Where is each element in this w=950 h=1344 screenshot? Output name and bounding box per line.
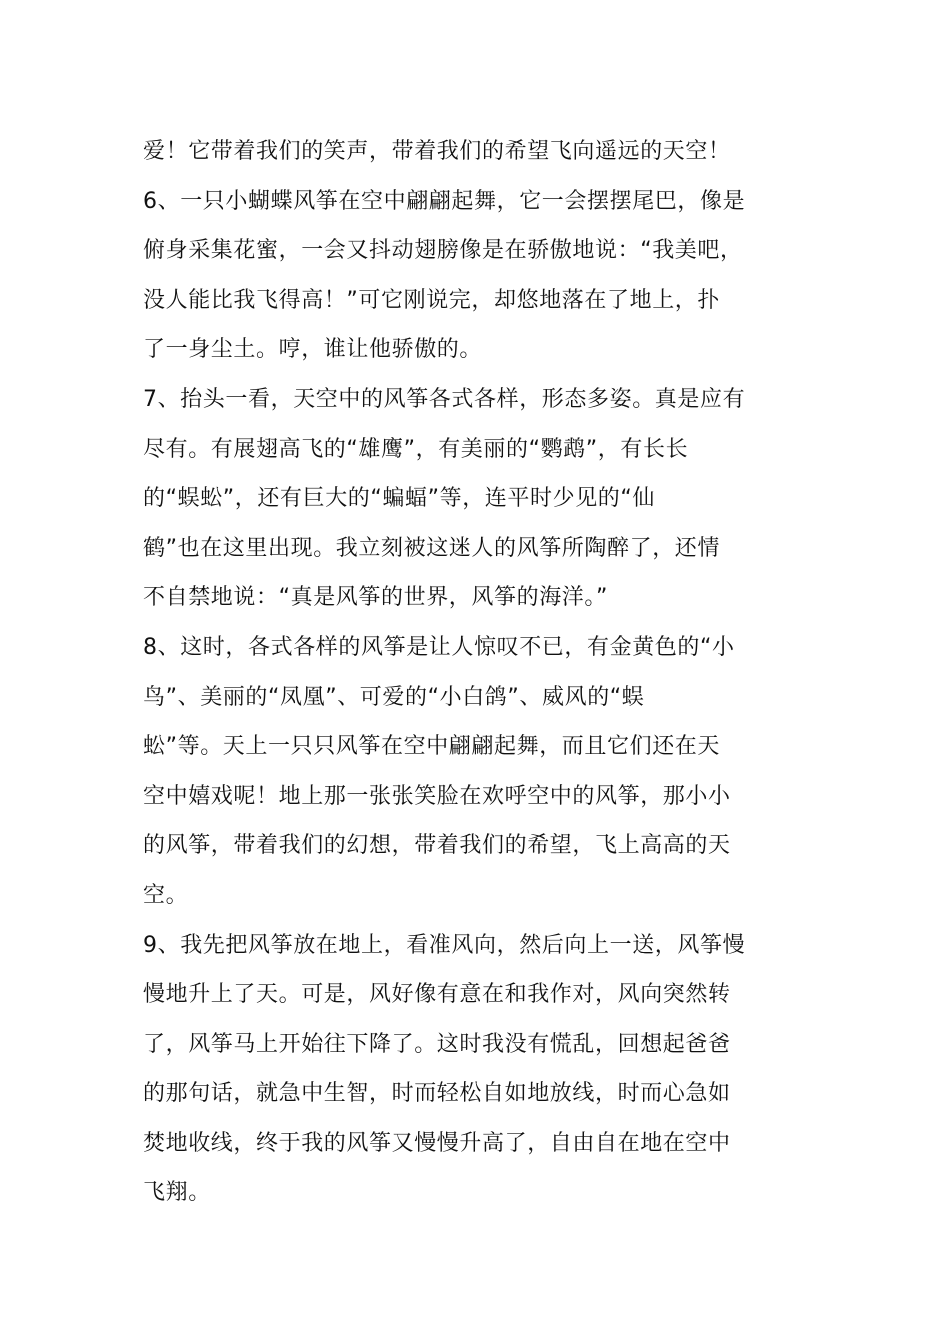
- text-line: 了一身尘土。哼，谁让他骄傲的。: [143, 337, 483, 363]
- text-line: 的那句话，就急中生智，时而轻松自如地放线，时而心急如: [143, 1081, 731, 1107]
- text-line: 慢地升上了天。可是，风好像有意在和我作对，风向突然转: [143, 982, 731, 1008]
- text-line: 7、抬头一看，天空中的风筝各式各样，形态多姿。真是应有: [143, 386, 746, 412]
- text-line: 蚣”等。天上一只只风筝在空中翩翩起舞，而且它们还在天: [143, 734, 720, 760]
- text-line: 没人能比我飞得高！”可它刚说完，却悠地落在了地上，扑: [143, 287, 720, 313]
- text-line: 9、我先把风筝放在地上，看准风向，然后向上一送，风筝慢: [143, 932, 746, 958]
- text-line: 8、这时，各式各样的风筝是让人惊叹不已，有金黄色的“小: [143, 634, 735, 660]
- text-line: 6、一只小蝴蝶风筝在空中翩翩起舞，它一会摆摆尾巴，像是: [143, 188, 746, 214]
- text-line: 空中嬉戏呢！地上那一张张笑脸在欢呼空中的风筝，那小小: [143, 783, 731, 809]
- text-line: 的“蜈蚣”，还有巨大的“蝙蝠”等，连平时少见的“仙: [143, 486, 655, 512]
- text-line: 俯身采集花蜜，一会又抖动翅膀像是在骄傲地说：“我美吧，: [143, 238, 743, 264]
- text-line: 爱！它带着我们的笑声，带着我们的希望飞向遥远的天空！: [143, 139, 731, 164]
- text-line: 的风筝，带着我们的幻想，带着我们的希望，飞上高高的天: [143, 833, 731, 859]
- document-body: [143, 127, 813, 1218]
- text-line: 空。: [143, 882, 189, 908]
- text-line: 鹤”也在这里出现。我立刻被这迷人的风筝所陶醉了，还情: [143, 535, 720, 561]
- text-line: 飞翔。: [143, 1180, 211, 1206]
- text-line: 尽有。有展翅高飞的“雄鹰”，有美丽的“鹦鹉”，有长长: [143, 436, 689, 462]
- text-line: 鸟”、美丽的“凤凰”、可爱的“小白鸽”、威风的“蜈: [143, 684, 645, 710]
- text-line: 不自禁地说：“真是风筝的世界，风筝的海洋。”: [143, 585, 608, 611]
- text-line: 焚地收线，终于我的风筝又慢慢升高了，自由自在地在空中: [143, 1130, 731, 1156]
- text-line: 了，风筝马上开始往下降了。这时我没有慌乱，回想起爸爸: [143, 1031, 731, 1057]
